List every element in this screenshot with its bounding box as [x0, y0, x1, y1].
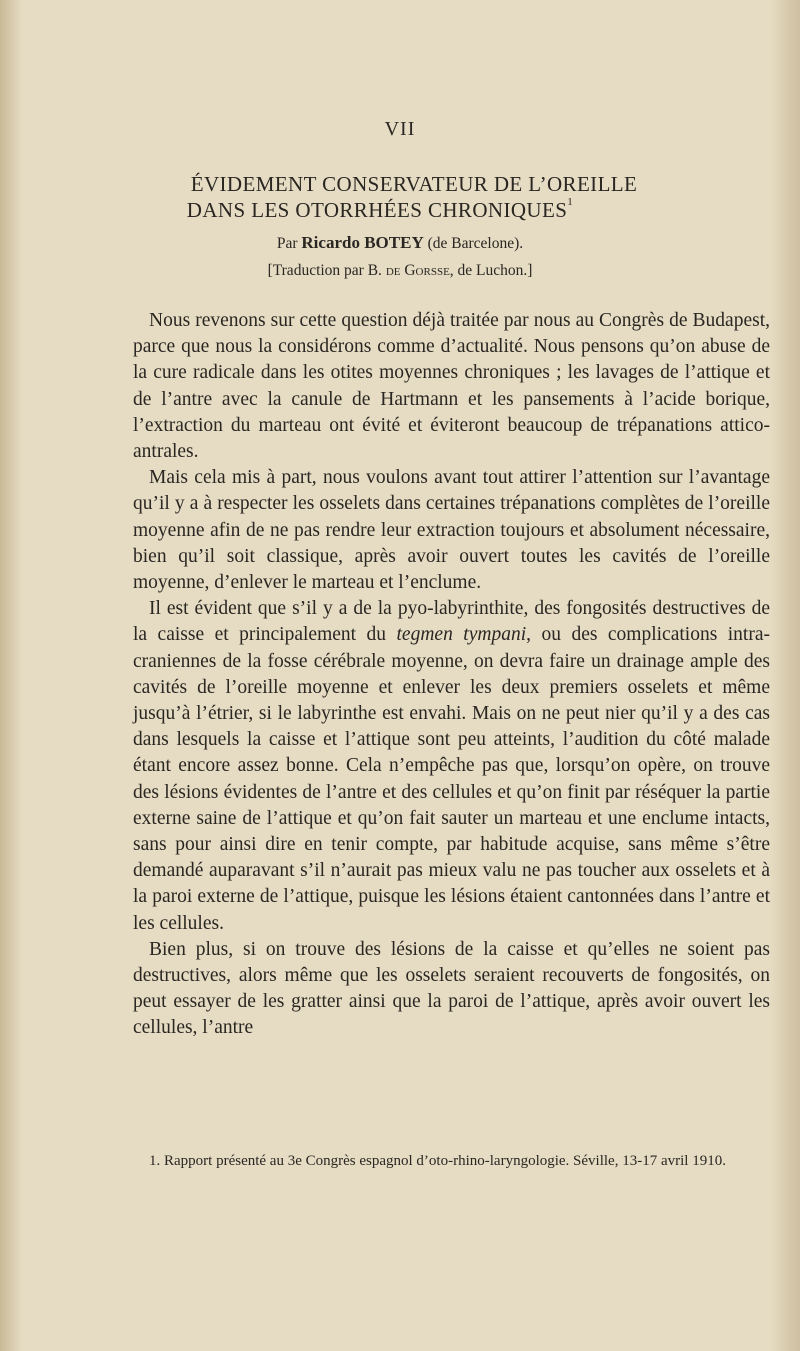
- author-prefix: Par: [276, 235, 298, 252]
- paragraph-3: [133, 596, 770, 937]
- translation-credit: [0, 262, 800, 280]
- article-title-line-1: ÉVIDEMENT CONSERVATEUR DE L’OREILLE: [190, 172, 638, 196]
- author-name: Ricardo BOTEY: [301, 233, 424, 252]
- translator-particle: de: [385, 262, 401, 279]
- author-affiliation: (de Barcelone).: [427, 235, 524, 252]
- paragraph-3-start: Il est évident que s’il y a de la pyo-labyrinthite, des fongosités destructives de la caisse et principalement du: [133, 598, 770, 646]
- paragraph-3-italic: tegmen tympani: [396, 624, 527, 646]
- paragraph-1: Nous revenons sur cette question déjà traitée par nous au Congrès de Budapest, parce que nous la considérons comme d’actualité. Nous pensons qu’on abuse de la cure radicale dans les otites moyennes chroniques ; les lavages de l’attique et de l’antre avec la canule de Hartmann et les pansements à l’acide borique, l’extraction du marteau ont évité et éviteront beaucoup de trépanations attico-antrales.: [133, 310, 770, 463]
- article-body: [133, 308, 770, 1042]
- article-title-line-2: [0, 198, 780, 223]
- translator-name: Gorsse,: [404, 262, 454, 279]
- chapter-number: VII: [384, 118, 416, 140]
- footnote-marker: 1: [567, 196, 574, 208]
- translation-close: de Luchon.]: [457, 262, 533, 279]
- article-title-line-2-text: DANS LES OTORRHÉES CHRONIQUES: [186, 198, 568, 222]
- paragraph-3-end: , ou des complications intra-craniennes de la fosse cérébrale moyenne, on devra faire un drainage ample des cavités de l’oreille moyenne et enlever les deux premiers osselets et même jusqu’à l’étrier, si le labyrinthe est envahi. Mais on ne peut nier qu’il y a des cas dans lesquels la caisse et l’attique sont peu atteints, l’audition du côté malade étant encore assez bonne. Cela n’empêche pas que, lorsqu’on opère, on trouve des lésions évidentes de l’antre et des cellules et qu’on finit par réséquer la partie externe saine de l’attique et qu’on fait sauter un marteau et une enclume intacts, sans pour ainsi dire en tenir compte, par habitude acquise, sans même s’être demandé auparavant s’il n’aurait pas mieux valu ne pas toucher aux osselets et à la paroi externe de l’attique, puisque les lésions étaient cantonnées dans l’antre et les cellules.: [133, 624, 770, 934]
- paragraph-4: Bien plus, si on trouve des lésions de la caisse et qu’elles ne soient pas destructives, alors même que les osselets seraient recouverts de fongosités, on peut essayer de les gratter ainsi que la paroi de l’attique, après avoir ouvert les cellules, l’antre: [133, 938, 770, 1039]
- translation-open: [Traduction par B.: [267, 262, 382, 279]
- footnote: [133, 1151, 770, 1172]
- paragraph-2: Mais cela mis à part, nous voulons avant tout attirer l’attention sur l’avantage qu’il y a à respecter les osselets dans certaines trépanations complètes de l’oreille moyenne afin de ne pas rendre leur extraction toujours et absolument nécessaire, bien qu’il soit classique, après avoir ouvert toutes les cavités de l’oreille moyenne, d’enlever le marteau et l’enclume.: [133, 467, 770, 594]
- footnote-text: Rapport présenté au 3e Congrès espagnol d’oto-rhino-laryngologie. Séville, 13-17 avril 1910.: [164, 1153, 726, 1169]
- footnote-number: 1.: [149, 1153, 161, 1169]
- author-line: [0, 233, 800, 253]
